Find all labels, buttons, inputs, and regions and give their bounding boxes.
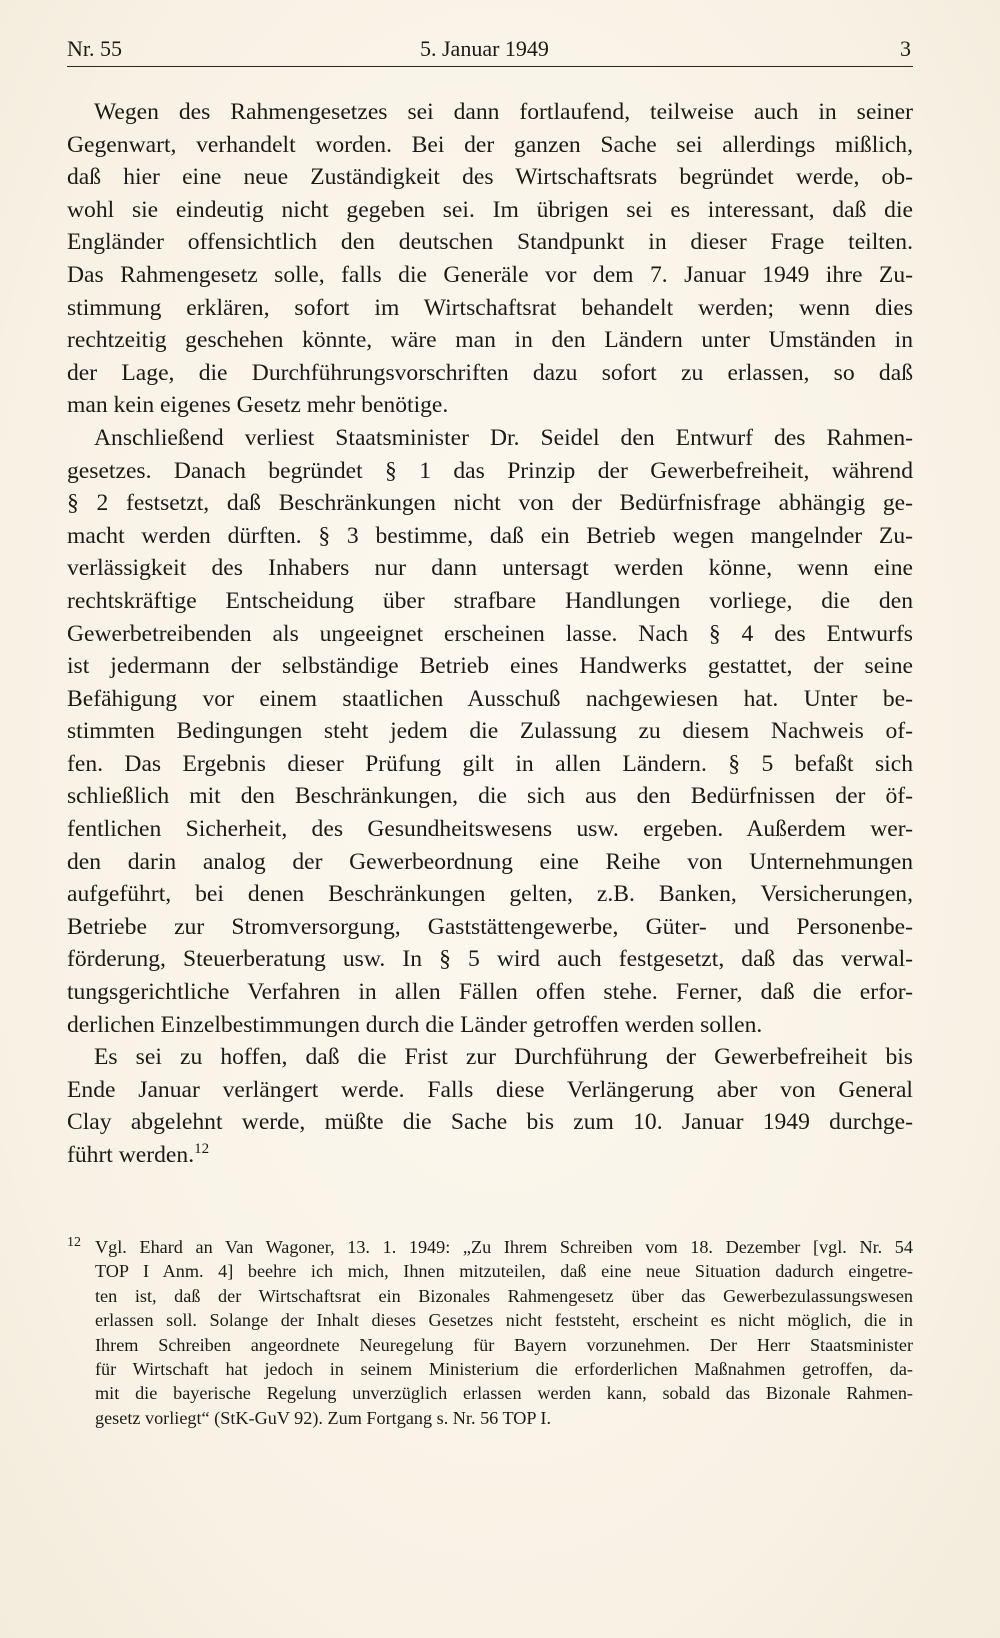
text-line: Betriebe zur Stromversorgung, Gaststättengewerbe, Güter- und Personenbe- (67, 913, 913, 940)
text-line-with-footnote-ref (67, 1139, 913, 1172)
footnote-line: mit die bayerische Regelung unverzüglich erlassen werden kann, sobald das Bizonale Rahmen- (95, 1383, 913, 1404)
text-line: Engländer offensichtlich den deutschen Standpunkt in dieser Frage teilten. (67, 229, 913, 256)
text-line: wohl sie eindeutig nicht gegeben sei. Im übrigen sei es interessant, daß die (67, 196, 913, 223)
text-line: fen. Das Ergebnis dieser Prüfung gilt in allen Ländern. § 5 befaßt sich (67, 750, 913, 777)
text-line: fentlichen Sicherheit, des Gesundheitswesens usw. ergeben. Außerdem wer- (67, 816, 913, 843)
main-text (67, 96, 913, 1172)
text-line: Clay abgelehnt werde, müßte die Sache bis zum 10. Januar 1949 durchge- (67, 1109, 913, 1136)
running-header (67, 32, 913, 67)
text-line: förderung, Steuerberatung usw. In § 5 wird auch festgesetzt, daß das verwal- (67, 946, 913, 973)
text-line: tungsgerichtliche Verfahren in allen Fällen offen stehe. Ferner, daß die erfor- (67, 979, 913, 1006)
text-line: rechtzeitig geschehen könnte, wäre man in den Ländern unter Umständen in (67, 327, 913, 354)
issue-number: Nr. 55 (67, 36, 122, 61)
text-line: stimmten Bedingungen steht jedem die Zulassung zu diesem Nachweis of- (67, 718, 913, 745)
text-line: Ende Januar verlängert werde. Falls diese Verlängerung aber von General (67, 1076, 913, 1103)
footnote-line: gesetz vorliegt“ (StK-GuV 92). Zum Fortgang s. Nr. 56 TOP I. (95, 1407, 551, 1428)
footnote-reference[interactable]: 12 (194, 1141, 210, 1157)
text-line: gesetzes. Danach begründet § 1 das Prinzip der Gewerbefreiheit, während (67, 457, 913, 484)
issue-date: 5. Januar 1949 (420, 36, 549, 61)
text-line: Befähigung vor einem staatlichen Ausschuß nachgewiesen hat. Unter be- (67, 685, 913, 712)
text-line: man kein eigenes Gesetz mehr benötige. (67, 392, 449, 419)
text-line: Es sei zu hoffen, daß die Frist zur Durchführung der Gewerbefreiheit bis (94, 1044, 913, 1071)
text-line: daß hier eine neue Zuständigkeit des Wirtschaftsrats begründet werde, ob- (67, 164, 913, 191)
text-line: Wegen des Rahmengesetzes sei dann fortlaufend, teilweise auch in seiner (94, 99, 913, 125)
text-line: der Lage, die Durchführungsvorschriften dazu sofort zu erlassen, so daß (67, 359, 913, 386)
text-line: führt werden. (67, 1142, 195, 1168)
footnote-line: erlassen soll. Solange der Inhalt dieses Gesetzes nicht feststeht, erscheint es nicht möglich, die in (95, 1310, 913, 1331)
text-line: aufgeführt, bei denen Beschränkungen gelten, z.B. Banken, Versicherungen, (67, 881, 913, 908)
text-line: den darin analog der Gewerbeordnung eine Reihe von Unternehmungen (67, 848, 913, 875)
text-line: verlässigkeit des Inhabers nur dann untersagt werden könne, wenn eine (67, 555, 913, 582)
text-line: Anschließend verliest Staatsminister Dr. Seidel den Entwurf des Rahmen- (94, 424, 913, 451)
footnote-number: 12 (67, 1235, 81, 1250)
text-line: Gegenwart, verhandelt worden. Bei der ganzen Sache sei allerdings mißlich, (67, 131, 913, 158)
text-line: rechtskräftige Entscheidung über strafbare Handlungen vorliege, die den (67, 587, 913, 614)
footnote-line: für Wirtschaft hat jedoch in seinem Ministerium die erforderlichen Maßnahmen getroffen, da- (95, 1358, 913, 1379)
text-line: ist jedermann der selbständige Betrieb eines Handwerks gestattet, der seine (67, 653, 913, 680)
footnote-line: Vgl. Ehard an Van Wagoner, 13. 1. 1949: „Zu Ihrem Schreiben vom 18. Dezember [vgl. Nr. 54 (95, 1237, 913, 1257)
footnote-line: Ihrem Schreiben angeordnete Neuregelung für Bayern vorzunehmen. Der Herr Staatsminister (95, 1334, 913, 1355)
text-line: Gewerbetreibenden als ungeeignet erscheinen lasse. Nach § 4 des Entwurfs (67, 620, 913, 647)
page-number: 3 (900, 36, 911, 61)
footnote-line: ten ist, daß der Wirtschaftsrat ein Bizonales Rahmengesetz über das Gewerbezulassungswesen (95, 1285, 913, 1306)
text-line: schließlich mit den Beschränkungen, die sich aus den Bedürfnissen der öf- (67, 783, 913, 810)
text-line: macht werden dürften. § 3 bestimme, daß ein Betrieb wegen mangelnder Zu- (67, 522, 913, 549)
footnote (67, 1235, 913, 1430)
text-line: stimmung erklären, sofort im Wirtschaftsrat behandelt werden; wenn dies (67, 294, 913, 321)
text-line: Das Rahmengesetz solle, falls die Generäle vor dem 7. Januar 1949 ihre Zu- (67, 261, 913, 288)
footnote-line: TOP I Anm. 4] beehre ich mich, Ihnen mitzuteilen, daß eine neue Situation dadurch eingetre- (95, 1261, 913, 1282)
text-line: derlichen Einzelbestimmungen durch die Länder getroffen werden sollen. (67, 1011, 763, 1038)
text-line: § 2 festsetzt, daß Beschränkungen nicht von der Bedürfnisfrage abhängig ge- (67, 490, 913, 517)
